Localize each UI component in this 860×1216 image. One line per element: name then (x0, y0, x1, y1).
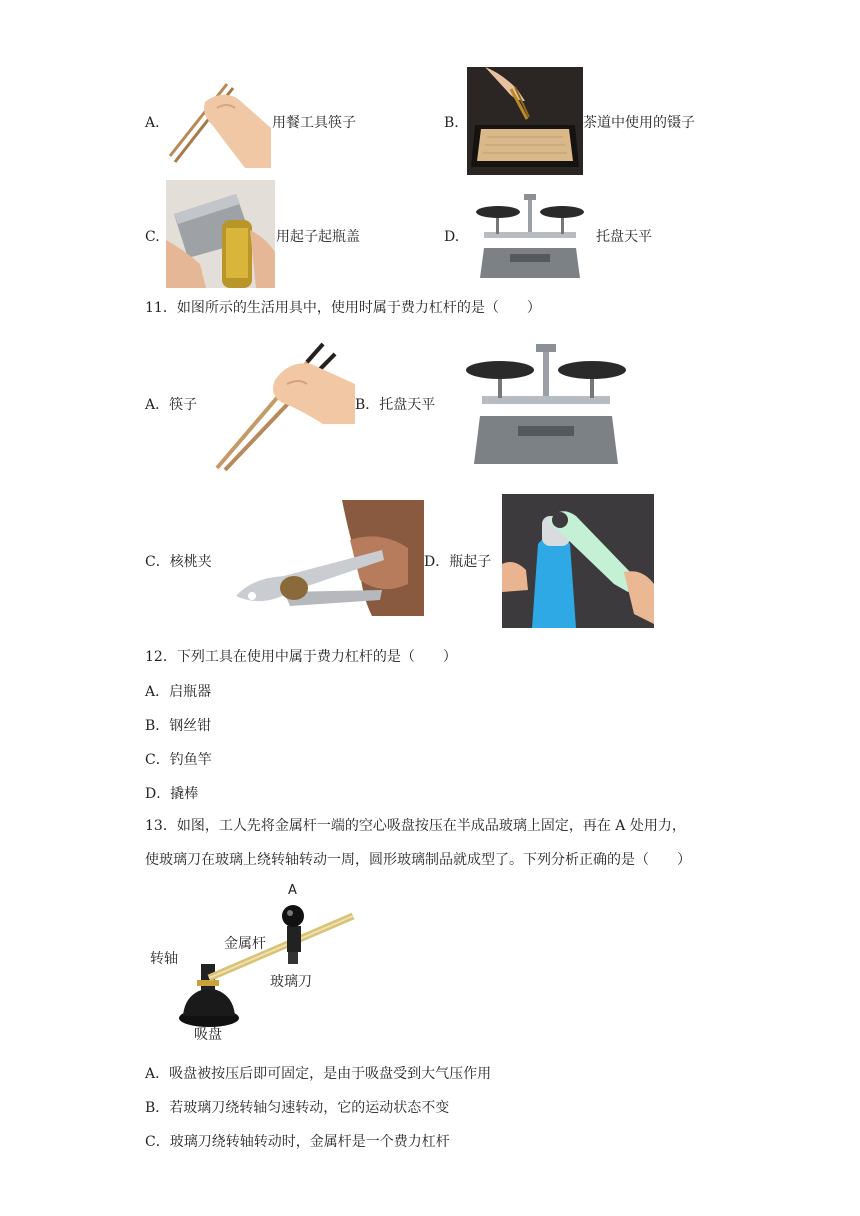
q10-option-a-letter: A. (145, 115, 160, 131)
q13-question-line1: 13．如图，工人先将金属杆一端的空心吸盘按压在半成品玻璃上固定，再在 A 处用力， (145, 818, 686, 834)
q13-option-c: C．玻璃刀绕转轴转动时，金属杆是一个费力杠杆 (145, 1134, 450, 1150)
fig-label-rod: 金属杆 (224, 936, 266, 952)
nutcracker-image (232, 500, 424, 616)
chopsticks-hand-image (165, 80, 273, 168)
q13-option-a: A．吸盘被按压后即可固定，是由于吸盘受到大气压作用 (145, 1066, 492, 1082)
q12-question: 12．下列工具在使用中属于费力杠杆的是（ ） (145, 649, 457, 665)
bottle-opener-blue-image (502, 494, 654, 628)
balance-scale-image (462, 340, 630, 466)
q12-option-d: D．撬棒 (145, 786, 199, 802)
tea-tweezers-image (467, 67, 583, 175)
q10-option-b-text: 茶道中使用的镊子 (583, 115, 695, 131)
q11-question: 11．如图所示的生活用具中，使用时属于费力杠杆的是（ ） (145, 300, 541, 316)
q12-option-c: C．钓鱼竿 (145, 752, 212, 768)
q12-option-a: A．启瓶器 (145, 684, 212, 700)
q10-option-a-text: 用餐工具筷子 (272, 115, 356, 131)
q10-option-c-letter: C. (145, 229, 160, 245)
q10-option-d-text: 托盘天平 (596, 229, 652, 245)
q11-option-b: B．托盘天平 (355, 397, 436, 413)
glass-cutter-diagram (145, 880, 375, 1050)
fig-label-a: A (288, 883, 297, 898)
bottle-opener-image (166, 180, 275, 288)
fig-label-knife: 玻璃刀 (270, 974, 312, 990)
q10-option-c-text: 用起子起瓶盖 (276, 229, 360, 245)
balance-scale-image-small (470, 192, 590, 278)
q11-option-d: D．瓶起子 (424, 554, 492, 570)
q11-option-c: C．核桃夹 (145, 554, 212, 570)
q11-option-a: A．筷子 (145, 397, 198, 413)
q12-option-b: B．钢丝钳 (145, 718, 212, 734)
fig-label-cup: 吸盘 (194, 1027, 222, 1043)
q10-option-b-letter: B. (444, 115, 459, 131)
q10-option-d-letter: D. (444, 229, 460, 245)
q13-question-line2: 使玻璃刀在玻璃上绕转轴转动一周，圆形玻璃制品就成型了。下列分析正确的是（ ） (145, 852, 691, 868)
q13-option-b: B．若玻璃刀绕转轴匀速转动，它的运动状态不变 (145, 1100, 450, 1116)
fig-label-axis: 转轴 (150, 951, 178, 967)
chopsticks-image (215, 340, 355, 472)
